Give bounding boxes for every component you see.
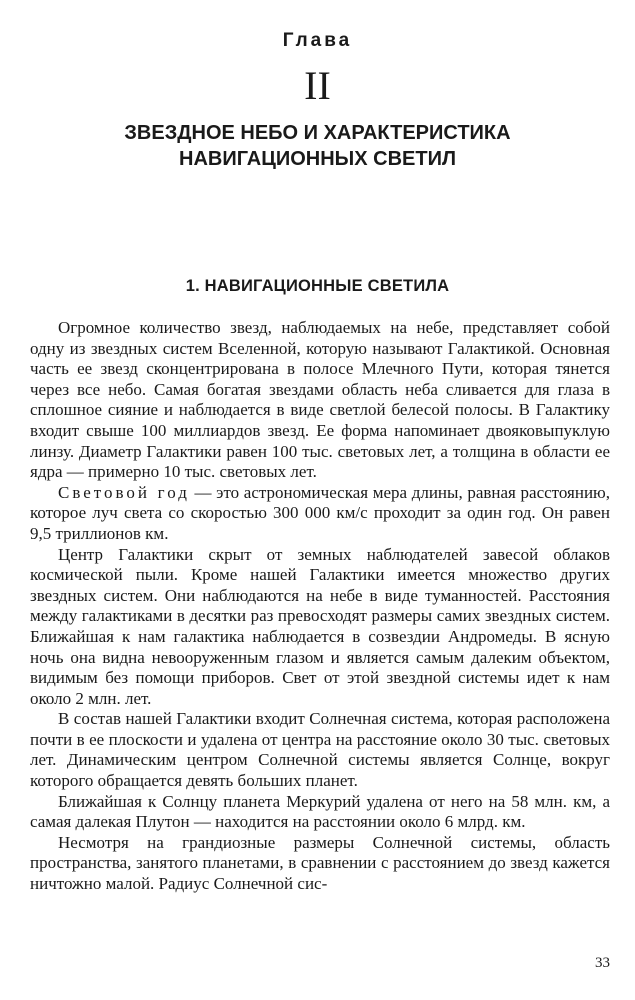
paragraph-1: Огромное количество звезд, наблюдаемых на небе, представляет собой одну из звездных систем Вселенной, которую называют Галактикой. Основная часть ее звезд сконцентрирована в полосе Млечного Пути, которая тянется через все небо. Самая богатая звездами область неба сливается для глаза в сплошное сияние и наблюдается в виде светлой белесой полосы. В Галактику входит свыше 100 миллиардов звезд. Ее форма напоминает двояковыпуклую линзу. Диаметр Галактики равен 100 тыс. световых лет, а толщина в области ее ядра — примерно 10 тыс. световых лет. xyxy=(30,318,610,482)
chapter-title-line-2: НАВИГАЦИОННЫХ СВЕТИЛ xyxy=(179,148,456,170)
page-number: 33 xyxy=(595,955,610,971)
section-title: 1. НАВИГАЦИОННЫЕ СВЕТИЛА xyxy=(185,277,450,295)
body-text xyxy=(30,318,610,895)
term-light-year: Световой год xyxy=(58,482,190,502)
paragraph-2 xyxy=(30,483,610,545)
paragraph-2-text: — это астрономическая мера длины, равная расстоянию, которое луч света со скоростью 300 000 км/с проходит за один год. Он равен 9,5 триллионов км. xyxy=(30,482,611,543)
paragraph-4: В состав нашей Галактики входит Солнечная система, которая расположена почти в ее плоскости и удалена от центра на расстояние около 30 тыс. световых лет. Динамическим центром Солнечной системы является Солнце, вокруг которого обращается девять больших планет. xyxy=(30,709,610,791)
paragraph-5: Ближайшая к Солнцу планета Меркурий удалена от него на 58 млн. км, а самая далекая Плутон — находится на расстоянии около 6 млрд. км. xyxy=(30,791,610,832)
chapter-label: Глава xyxy=(282,30,353,51)
chapter-title xyxy=(0,120,635,172)
chapter-number: II xyxy=(304,63,331,108)
chapter-title-line-1: ЗВЕЗДНОЕ НЕБО И ХАРАКТЕРИСТИКА xyxy=(124,122,511,144)
paragraph-3: Центр Галактики скрыт от земных наблюдателей завесой облаков космической пыли. Кроме нашей Галактики имеется множество других звездных систем. Они наблюдаются на небе в виде туманностей. Расстояния между галактиками в десятки раз превосходят размеры самих звездных систем. Ближайшая к нам галактика наблюдается в созвездии Андромеды. В ясную ночь она видна невооруженным глазом и является самым далеким объектом, видимым без помощи приборов. Свет от этой звездной системы идет к нам около 2 млн. лет. xyxy=(30,544,610,708)
paragraph-6: Несмотря на грандиозные размеры Солнечной системы, область пространства, занятого планетами, в сравнении с расстоянием до звезд кажется ничтожно малой. Радиус Солнечной сис- xyxy=(30,832,610,894)
